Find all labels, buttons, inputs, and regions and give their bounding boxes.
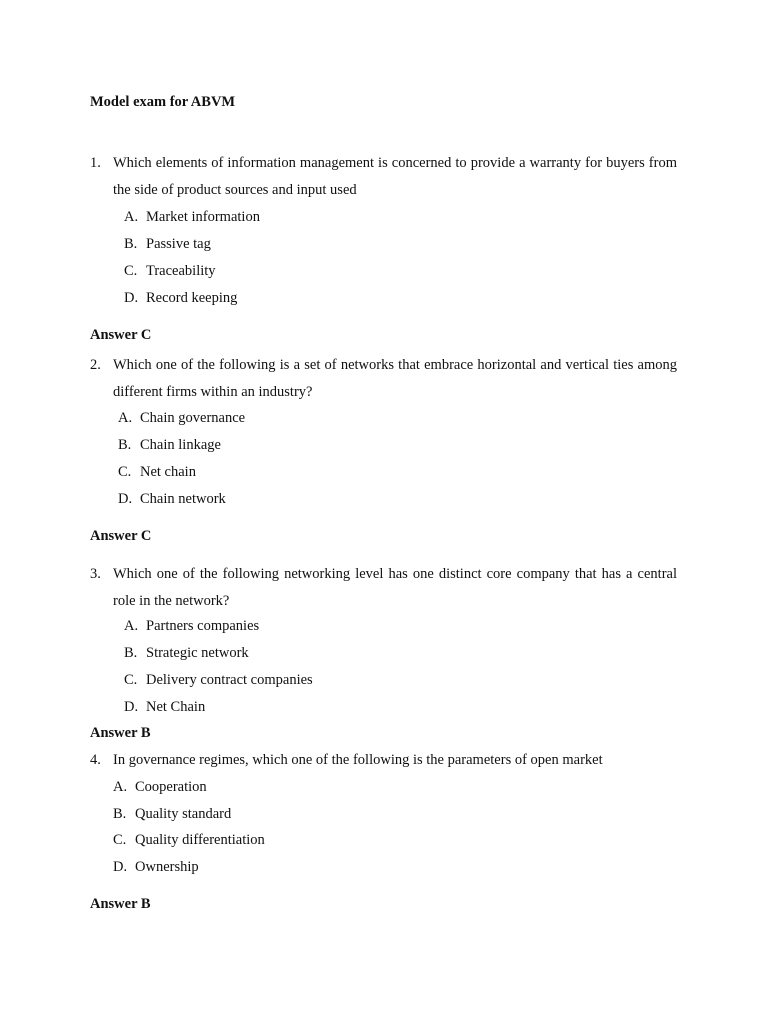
option-b: B. Strategic network	[124, 645, 249, 661]
answer-label: Answer B	[90, 725, 151, 741]
question-number: 4.	[90, 752, 101, 768]
option-b: B. Passive tag	[124, 236, 211, 252]
answer-label: Answer B	[90, 896, 151, 912]
option-c: C. Quality differentiation	[113, 832, 265, 848]
option-c: C. Delivery contract companies	[124, 672, 313, 688]
option-a: A. Chain governance	[118, 410, 246, 426]
answer-label: Answer C	[90, 327, 152, 343]
question-text: Which one of the following is a set of networks that embrace horizontal and vertical ties among different firms within an industry?	[113, 357, 677, 400]
option-c: C. Net chain	[118, 464, 196, 480]
answer-label: Answer C	[90, 528, 152, 544]
question-text: Which one of the following networking level has one distinct core company that has a central role in the network?	[113, 566, 677, 609]
option-d: D. Ownership	[113, 859, 199, 875]
option-d: D. Net Chain	[124, 699, 206, 715]
option-b: B. Quality standard	[113, 806, 232, 822]
question-text: Which elements of information management is concerned to provide a warranty for buyers from the side of product sources and input used	[113, 155, 677, 198]
option-b: B. Chain linkage	[118, 437, 221, 453]
option-d: D. Record keeping	[124, 290, 238, 306]
question-number: 1.	[90, 155, 101, 171]
option-d: D. Chain network	[118, 491, 226, 507]
option-a: A. Cooperation	[113, 779, 207, 795]
option-a: A. Partners companies	[124, 618, 260, 634]
question-text: In governance regimes, which one of the following is the parameters of open market	[113, 752, 603, 768]
document-title: Model exam for ABVM	[90, 94, 236, 110]
question-number: 3.	[90, 566, 101, 582]
option-a: A. Market information	[124, 209, 260, 225]
question-number: 2.	[90, 357, 101, 373]
option-c: C. Traceability	[124, 263, 216, 279]
